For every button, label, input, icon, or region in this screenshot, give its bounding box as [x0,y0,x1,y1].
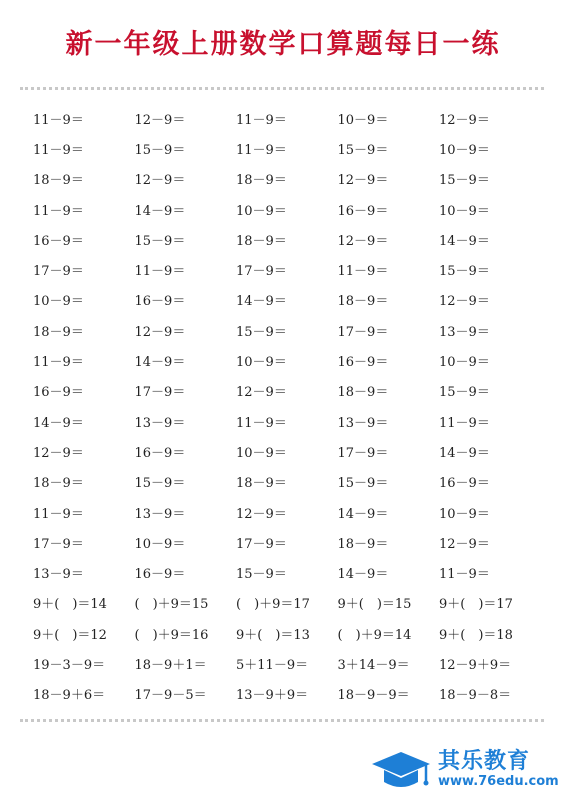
problem-item: 10－9＝ [439,203,490,219]
problem-item: 9＋( )＝18 [439,627,513,643]
problem-item: 11－9＝ [236,142,287,158]
problem-item: 18－9＝ [337,294,389,310]
problem-item: ( )＋9＝16 [134,627,209,643]
top-divider [20,87,544,90]
problem-item: 14－9＝ [439,233,490,249]
problem-item: 12－9＝ [134,112,186,128]
problem-item: 16－9＝ [134,294,186,310]
brand-url: www.76edu.com [438,774,559,789]
problem-item: 12－9＝ [439,536,490,552]
problem-item: 10－9＝ [439,355,490,371]
problem-item: 15－9＝ [236,324,287,340]
problem-item: 16－9＝ [33,385,84,401]
problem-item: 14－9＝ [134,203,186,219]
problem-item: 10－9＝ [439,506,490,522]
problem-item: 11－9＝ [33,203,84,219]
problem-item: 18－9－9＝ [337,688,410,704]
problem-item: 15－9＝ [439,264,490,280]
problem-item: ( )＋9＝15 [134,597,209,613]
problem-item: 17－9＝ [337,324,389,340]
problem-item: 13－9＋9＝ [236,688,309,704]
problem-row [33,527,541,557]
problem-item: 9＋( )＝17 [439,597,513,613]
problem-row [33,224,541,254]
problem-item: 3＋14－9＝ [337,657,410,673]
problem-item: 14－9＝ [236,294,287,310]
problem-item: 10－9＝ [337,112,389,128]
problem-row [33,254,541,284]
problem-item: 11－9＝ [439,415,490,431]
problem-item: 14－9＝ [337,506,389,522]
problem-row [33,618,541,648]
problem-row [33,679,541,709]
problem-item: 15－9＝ [337,476,389,492]
problem-item: 9＋( )＝12 [33,627,107,643]
problem-item: 17－9＝ [236,264,287,280]
problem-item: 13－9＝ [134,506,186,522]
problem-item: ( )＋9＝17 [236,597,310,613]
problem-item: 18－9－8＝ [439,688,512,704]
page-title: 新一年级上册数学口算题每日一练 [65,29,501,60]
brand-name: 其乐教育 [438,749,531,774]
problem-row [33,648,541,678]
problem-row [33,376,541,406]
problem-item: 16－9＝ [33,233,84,249]
problem-row [33,497,541,527]
problem-item: 19－3－9＝ [33,657,106,673]
problem-item: 18－9＝ [236,476,287,492]
problem-item: 11－9＝ [236,112,287,128]
problem-item: 12－9＝ [134,173,186,189]
problem-item: 11－9＝ [33,112,84,128]
problem-item: 16－9＝ [337,203,389,219]
problem-item: 18－9＝ [33,476,84,492]
problem-item: 10－9＝ [236,203,287,219]
problem-item: 15－9＝ [134,233,186,249]
problem-item: 15－9＝ [236,567,287,583]
problem-item: 16－9＝ [134,445,186,461]
problem-item: 11－9＝ [33,506,84,522]
problem-item: 12－9＝ [439,112,490,128]
problem-item: 10－9＝ [134,536,186,552]
problem-item: 13－9＝ [33,567,84,583]
problem-item: ( )＋9＝14 [337,627,412,643]
problem-item: 14－9＝ [134,355,186,371]
problem-item: 13－9＝ [439,324,490,340]
problem-item: 12－9＝ [134,324,186,340]
problem-item: 5＋11－9＝ [236,657,309,673]
problem-item: 17－9＝ [134,385,186,401]
problem-item: 15－9＝ [134,142,186,158]
problem-row [33,467,541,497]
problem-item: 10－9＝ [33,294,84,310]
problem-item: 14－9＝ [33,415,84,431]
problem-item: 12－9＝ [33,445,84,461]
problem-row [33,103,541,133]
brand-text [438,750,559,790]
problem-item: 17－9＝ [33,264,84,280]
problem-item: 12－9＝ [337,173,389,189]
problem-item: 11－9＝ [33,355,84,371]
problem-item: 11－9＝ [337,264,389,280]
problem-item: 17－9－5＝ [134,688,207,704]
problem-item: 14－9＝ [439,445,490,461]
problem-item: 12－9＝ [337,233,389,249]
problem-item: 9＋( )＝13 [236,627,310,643]
problem-row [33,133,541,163]
problem-item: 13－9＝ [337,415,389,431]
problem-row [33,285,541,315]
problem-item: 12－9＋9＝ [439,657,512,673]
problem-item: 11－9＝ [236,415,287,431]
problem-item: 12－9＝ [439,294,490,310]
problem-item: 18－9＝ [33,173,84,189]
problem-row [33,588,541,618]
problem-row [33,557,541,587]
problem-item: 18－9＝ [337,536,389,552]
problem-item: 17－9＝ [337,445,389,461]
problem-item: 12－9＝ [236,385,287,401]
graduation-cap-icon [370,748,432,792]
problem-item: 11－9＝ [33,142,84,158]
problem-item: 10－9＝ [236,355,287,371]
problem-item: 11－9＝ [134,264,186,280]
problem-row [33,164,541,194]
problem-item: 15－9＝ [439,385,490,401]
problem-item: 9＋( )＝14 [33,597,107,613]
problem-item: 15－9＝ [134,476,186,492]
problem-item: 18－9＝ [337,385,389,401]
problem-item: 18－9＋1＝ [134,657,207,673]
bottom-divider [20,719,544,722]
problem-item: 18－9＝ [236,233,287,249]
problem-row [33,345,541,375]
problem-item: 16－9＝ [134,567,186,583]
problem-item: 14－9＝ [337,567,389,583]
problem-item: 16－9＝ [439,476,490,492]
brand-logo [370,748,559,792]
problem-item: 18－9＝ [33,324,84,340]
problem-item: 11－9＝ [439,567,490,583]
problem-item: 15－9＝ [439,173,490,189]
problem-item: 17－9＝ [236,536,287,552]
problem-item: 17－9＝ [33,536,84,552]
problem-row [33,315,541,345]
problem-item: 10－9＝ [439,142,490,158]
problem-item: 15－9＝ [337,142,389,158]
problem-row [33,436,541,466]
problem-item: 12－9＝ [236,506,287,522]
problem-item: 16－9＝ [337,355,389,371]
problem-row [33,194,541,224]
problem-item: 10－9＝ [236,445,287,461]
problem-item: 18－9＋6＝ [33,688,106,704]
problem-row [33,406,541,436]
problem-item: 18－9＝ [236,173,287,189]
problem-item: 9＋( )＝15 [337,597,412,613]
problem-item: 13－9＝ [134,415,186,431]
problem-grid [33,103,541,709]
